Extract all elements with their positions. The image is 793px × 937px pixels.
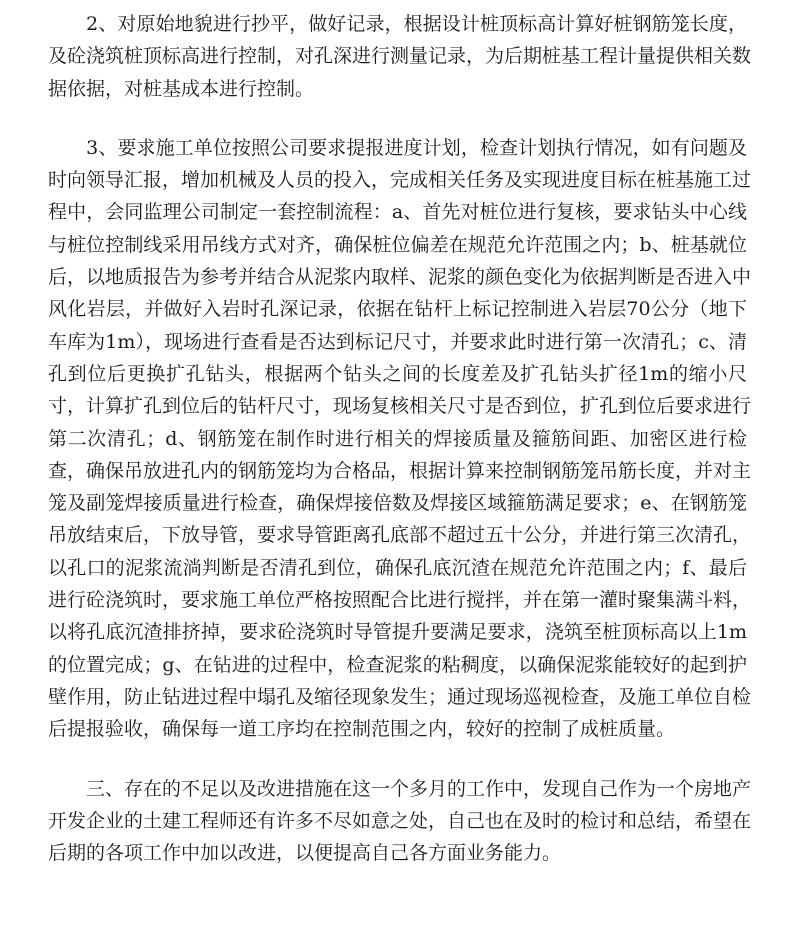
text-line: 车库为1m），现场进行查看是否达到标记尺寸，并要求此时进行第一次清孔；c、清 — [48, 330, 747, 353]
text-line: 孔到位后更换扩孔钻头，根据两个钻头之间的长度差及扩孔钻头扩径1m的缩小尺 — [48, 362, 747, 385]
text-line: 吊放结束后，下放导管，要求导管距离孔底部不超过五十公分，并进行第三次清孔， — [48, 524, 752, 547]
text-line: 3、要求施工单位按照公司要求提报进度计划，检查计划执行情况，如有问题及 — [48, 136, 747, 159]
text-line: 后提报验收，确保每一道工序均在控制范围之内，较好的控制了成桩质量。 — [48, 718, 676, 741]
text-line: 三、存在的不足以及改进措施在这一个多月的工作中，发现自己作为一个房地产 — [48, 777, 752, 800]
text-line: 及砼浇筑桩顶标高进行控制，对孔深进行测量记录，为后期桩基工程计量提供相关数 — [48, 45, 752, 68]
text-line: 开发企业的土建工程师还有许多不尽如意之处，自己也在及时的检讨和总结，希望在 — [48, 809, 752, 832]
text-line: 2、对原始地貌进行抄平，做好记录，根据设计桩顶标高计算好桩钢筋笼长度， — [48, 13, 747, 35]
paragraph-shortcomings-improvements — [48, 773, 752, 870]
text-line: 的位置完成；g、在钻进的过程中，检查泥浆的粘稠度，以确保泥浆能较好的起到护 — [48, 653, 747, 676]
text-line: 壁作用，防止钻进过程中塌孔及缩径现象发生；通过现场巡视检查，及施工单位自检 — [48, 685, 752, 708]
text-line: 以孔口的泥浆流淌判断是否清孔到位，确保孔底沉渣在规范允许范围之内；f、最后 — [48, 556, 747, 579]
text-line: 以将孔底沉渣排挤掉，要求砼浇筑时导管提升要满足要求，浇筑至桩顶标高以上1m — [48, 621, 747, 644]
text-line: 查，确保吊放进孔内的钢筋笼均为合格品，根据计算来控制钢筋笼吊筋长度，并对主 — [48, 459, 752, 482]
paragraph-2-survey-leveling — [48, 8, 752, 105]
text-line: 后，以地质报告为参考并结合从泥浆内取样、泥浆的颜色变化为依据判断是否进入中 — [48, 266, 752, 289]
text-line: 与桩位控制线采用吊线方式对齐，确保桩位偏差在规范允许范围之内；b、桩基就位 — [48, 233, 747, 256]
text-line: 进行砼浇筑时，要求施工单位严格按照配合比进行搅拌，并在第一灌时聚集满斗料， — [48, 589, 752, 612]
text-line: 风化岩层，并做好入岩时孔深记录，依据在钻杆上标记控制进入岩层70公分（地下 — [48, 298, 747, 321]
text-line: 第二次清孔；d、钢筋笼在制作时进行相关的焊接质量及箍筋间距、加密区进行检 — [48, 427, 747, 450]
text-line: 据依据，对桩基成本进行控制。 — [48, 77, 315, 100]
text-line: 后期的各项工作中加以改进，以便提高自己各方面业务能力。 — [48, 842, 562, 865]
text-line: 笼及副笼焊接质量进行检查，确保焊接倍数及焊接区域箍筋满足要求；e、在钢筋笼 — [48, 492, 747, 515]
paragraph-3-construction-control — [48, 132, 752, 746]
text-line: 程中，会同监理公司制定一套控制流程：a、首先对桩位进行复核，要求钻头中心线 — [48, 201, 747, 224]
text-line: 时向领导汇报，增加机械及人员的投入，完成相关任务及实现进度目标在桩基施工过 — [48, 169, 752, 192]
text-line: 寸，计算扩孔到位后的钻杆尺寸，现场复核相关尺寸是否到位，扩孔到位后要求进行 — [48, 395, 752, 418]
